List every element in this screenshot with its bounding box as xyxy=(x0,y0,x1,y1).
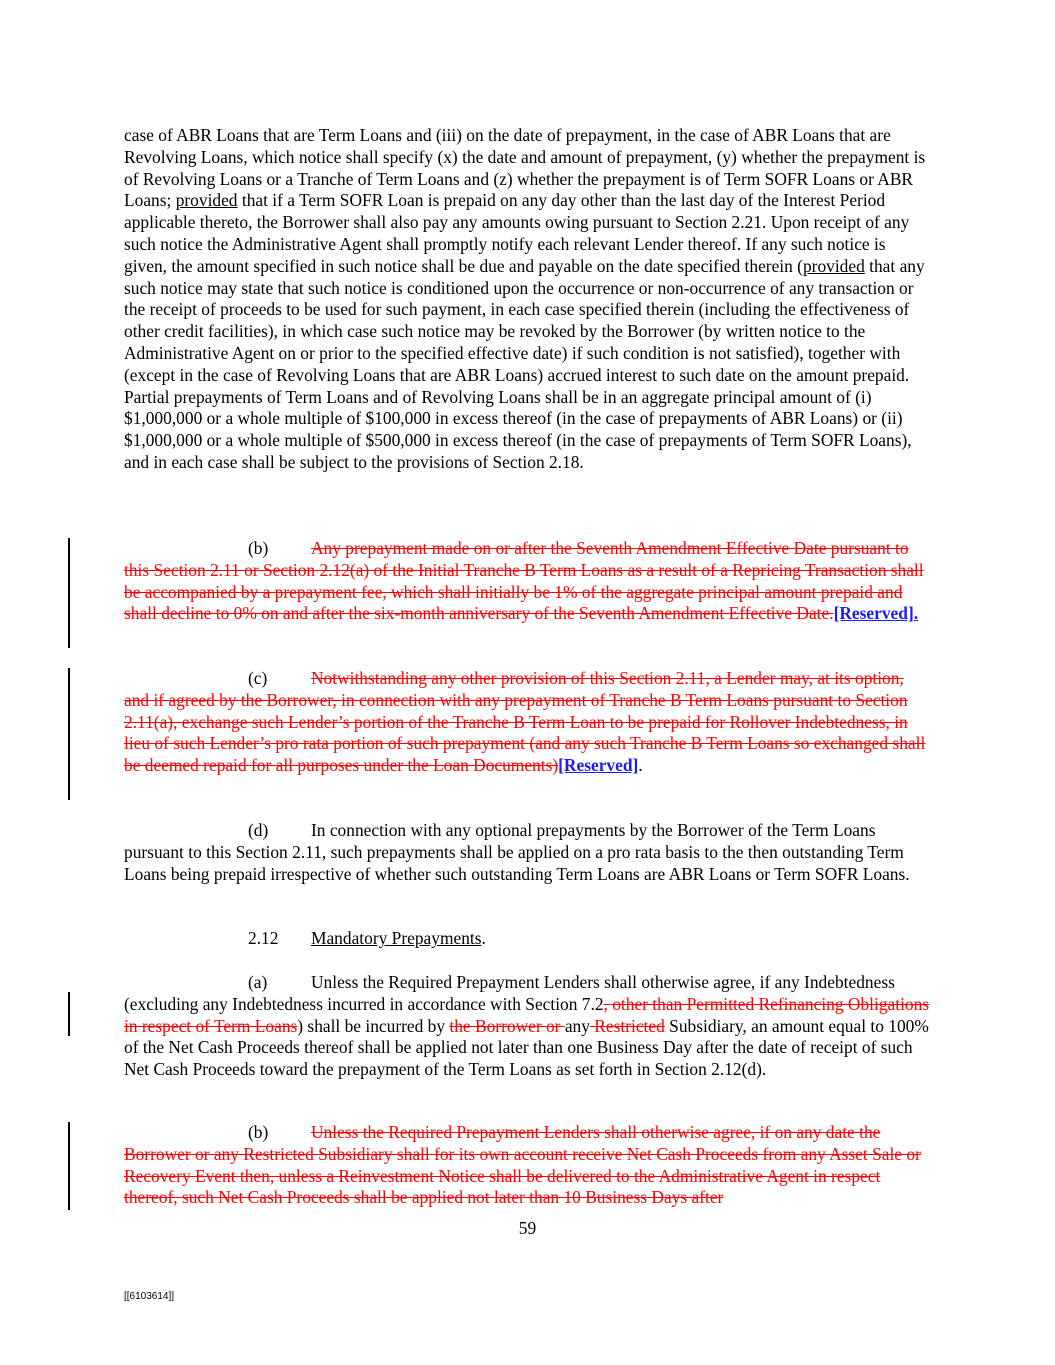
deleted-text: Restricted xyxy=(589,1015,665,1036)
paragraph-2-12-b-asset-sale xyxy=(124,1122,932,1209)
punctuation: . xyxy=(638,755,643,776)
paragraph-text: ) shall be incurred by xyxy=(297,1015,450,1036)
change-bar xyxy=(68,538,70,648)
deleted-text: Unless the Required Prepayment Lenders shall otherwise agree, if on any date the Borrower or any Restricted Subsidiary shall for its own account receive Net Cash Proceeds from any Asset Sale or Recovery Event then, unless a Reinvestment Notice shall be delivered to the Administrative Agent in respect thereof, such Net Cash Proceeds shall be applied not later than 10 Business Days after xyxy=(124,1122,921,1208)
clause-number: (b) xyxy=(248,1122,269,1142)
section-title: Mandatory Prepayments xyxy=(311,928,482,948)
punctuation: . xyxy=(481,928,486,948)
paragraph-d-pro-rata xyxy=(124,820,932,885)
paragraph-c-rollover xyxy=(124,668,932,777)
inserted-text: [Reserved] xyxy=(558,755,639,776)
section-number: 2.12 xyxy=(248,928,279,948)
clause-number: (b) xyxy=(248,538,269,558)
paragraph-text: any xyxy=(564,1015,590,1036)
provided-term: provided xyxy=(802,255,865,276)
deleted-text: Notwithstanding any other provision of this Section 2.11, a Lender may, at its option, and if agreed by the Borrower, in connection with any prepayment of Tranche B Term Loans pursuant to Section 2.11(a), exchange such Lender’s portion of the Tranche B Term Loan to be prepaid for Rollover Indebtedness, in lieu of such Lender’s pro rata portion of such prepayment (and any such Tranche B Term Loans so exchanged shall be deemed repaid for all purposes under the Loan Documents) xyxy=(124,668,926,776)
section-heading-2-12 xyxy=(124,928,932,950)
paragraph-text: case of ABR Loans that are Term Loans and (iii) on the date of prepayment, in the case of ABR Loans that are Revolving Loans, which notice shall specify (x) the date and amount of prepayment, (y) whether the prepayment is of Revolving Loans or a Tranche of Term Loans and (z) whether the prepayment is of Term SOFR Loans or ABR Loans; xyxy=(124,125,926,211)
paragraph-prepayment-notice xyxy=(124,125,932,474)
paragraph-text: that if a Term SOFR Loan is prepaid on any day other than the last day of the Interest Period applicable thereto, the Borrower shall also pay any amounts owing pursuant to Section 2.21. Upon receipt of any such notice the Administrative Agent shall promptly notify each relevant Lender thereof. If any such notice is given, the amount specified in such notice shall be due and payable on the date specified therein ( xyxy=(124,190,910,276)
change-bar xyxy=(68,668,70,800)
paragraph-text: that any such notice may state that such notice is conditioned upon the occurrence or non-occurrence of any transaction or the receipt of proceeds to be used for such payment, in each case specified therein (including the effectiveness of other credit facilities), in which case such notice may be revoked by the Borrower (by written notice to the Administrative Agent on or prior to the specified effective date) if such condition is not satisfied), together with (except in the case of Revolving Loans that are ABR Loans) accrued interest to such date on the amount prepaid. Partial prepayments of Term Loans and of Revolving Loans shall be in an aggregate principal amount of (i) $1,000,000 or a whole multiple of $100,000 in excess thereof (in the case of prepayments of ABR Loans) or (ii) $1,000,000 or a whole multiple of $500,000 in excess thereof (in the case of prepayments of Term SOFR Loans), and in each case shall be subject to the provisions of Section 2.18. xyxy=(124,255,925,472)
change-bar xyxy=(68,992,70,1036)
paragraph-2-12-a-indebtedness xyxy=(124,972,932,1081)
clause-number: (a) xyxy=(248,972,268,992)
deleted-text: , other than Permitted Refinancing Obligations in respect of Term Loans xyxy=(124,993,930,1036)
paragraph-text: In connection with any optional prepayments by the Borrower of the Term Loans pursuant to this Section 2.11, such prepayments shall be applied on a pro rata basis to the then outstanding Term Loans being prepaid irrespective of whether such outstanding Term Loans are ABR Loans or Term SOFR Loans. xyxy=(124,820,910,884)
paragraph-text: Unless the Required Prepayment Lenders shall otherwise agree, if any Indebtedness (excluding any Indebtedness incurred in accordance with Section 7.2 xyxy=(124,972,895,1014)
page-number: 59 xyxy=(518,1218,537,1238)
paragraph-text: Subsidiary, an amount equal to 100% of the Net Cash Proceeds thereof shall be applied not later than one Business Day after the date of receipt of such Net Cash Proceeds toward the prepayment of the Term Loans as set forth in Section 2.12(d). xyxy=(124,1015,929,1080)
deleted-text: the Borrower or xyxy=(449,1015,565,1036)
clause-number: (c) xyxy=(248,668,268,688)
change-bar xyxy=(68,1122,70,1210)
provided-term: provided xyxy=(175,190,238,211)
document-id: [[6103614]] xyxy=(124,1291,175,1302)
inserted-text: [Reserved]. xyxy=(833,603,919,624)
clause-number: (d) xyxy=(248,820,269,840)
deleted-text: Any prepayment made on or after the Seventh Amendment Effective Date pursuant to this Section 2.11 or Section 2.12(a) of the Initial Tranche B Term Loans as a result of a Repricing Transaction shall be accompanied by a prepayment fee, which shall initially be 1% of the aggregate principal amount prepaid and shall decline to 0% on and after the six-month anniversary of the Seventh Amendment Effective Date. xyxy=(124,538,924,624)
paragraph-b-prepayment-fee xyxy=(124,538,932,625)
